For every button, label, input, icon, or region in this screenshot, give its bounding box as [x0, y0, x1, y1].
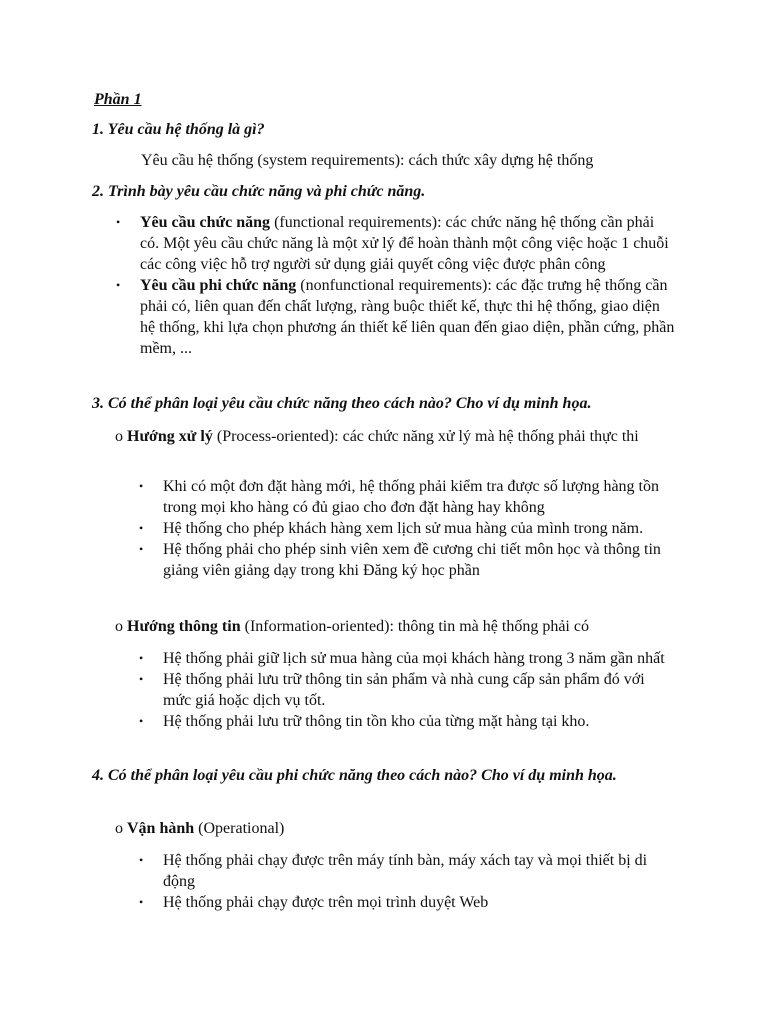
description: (Information-oriented): thông tin mà hệ thống phải có [240, 618, 589, 635]
q2-list [116, 212, 675, 359]
list-item: • Hệ thống cho phép khách hàng xem lịch sử mua hàng của mình trong năm. [139, 520, 644, 537]
bullet-icon: • [116, 278, 121, 292]
term: Hướng thông tin [127, 618, 241, 635]
bullet-icon: • [139, 542, 144, 556]
list-item: • Khi có một đơn đặt hàng mới, hệ thống phải kiểm tra được số lượng hàng tồn trong mọi kho hàng có đủ giao cho đơn đặt hàng hay không [139, 478, 659, 516]
question-2: 2. Trình bày yêu cầu chức năng và phi chức năng. [92, 183, 426, 200]
description: (Process-oriented): các chức năng xử lý mà hệ thống phải thực thi [212, 428, 639, 445]
q3-information-list [139, 648, 675, 732]
list-item [116, 275, 675, 359]
bullet-icon: • [139, 895, 144, 909]
list-item: • Hệ thống phải cho phép sinh viên xem đề cương chi tiết môn học và thông tin giảng viên giảng dạy trong khi Đăng ký học phần [139, 541, 661, 579]
circle-bullet-icon: o [115, 820, 123, 837]
bullet-icon: • [139, 672, 144, 686]
bullet-icon: • [139, 521, 144, 535]
term: Yêu cầu phi chức năng [140, 277, 297, 294]
list-item: • Hệ thống phải lưu trữ thông tin tồn kho của từng mặt hàng tại kho. [139, 713, 590, 730]
bullet-icon: • [139, 479, 144, 493]
q3-group-process [115, 426, 675, 447]
list-item: • Hệ thống phải giữ lịch sử mua hàng của mọi khách hàng trong 3 năm gần nhất [139, 650, 665, 667]
bullet-icon: • [116, 215, 121, 229]
part-title: Phần 1 [94, 91, 142, 108]
term: Vận hành [127, 820, 195, 837]
description: (Operational) [194, 820, 285, 837]
bullet-icon: • [139, 853, 144, 867]
question-4: 4. Có thể phân loại yêu cầu phi chức năng theo cách nào? Cho ví dụ minh họa. [92, 767, 617, 784]
q4-group-operational [115, 818, 675, 839]
description: (nonfunctional requirements): các đặc trưng hệ thống cần phải có, liên quan đến chất lượng, ràng buộc thiết kế, thực thi hệ thống, giao diện hệ thống, khi lựa chọn phương án thiết kế liên quan đến giao diện, phần cứng, phần mềm, ... [140, 277, 675, 357]
q4-operational-list [139, 850, 678, 913]
answer-1: Yêu cầu hệ thống (system requirements): cách thức xây dựng hệ thống [141, 152, 594, 169]
term: Hướng xử lý [127, 428, 213, 445]
q3-process-list [139, 476, 675, 581]
term: Yêu cầu chức năng [140, 214, 271, 231]
bullet-icon: • [139, 714, 144, 728]
question-1: 1. Yêu cầu hệ thống là gì? [92, 121, 265, 138]
list-item: • Hệ thống phải chạy được trên mọi trình duyệt Web [139, 894, 489, 911]
question-3: 3. Có thể phân loại yêu cầu chức năng theo cách nào? Cho ví dụ minh họa. [92, 395, 592, 412]
q3-group-information [115, 616, 675, 637]
list-item: • Hệ thống phải chạy được trên máy tính bàn, máy xách tay và mọi thiết bị di động [139, 852, 648, 890]
bullet-icon: • [139, 651, 144, 665]
list-item: • Hệ thống phải lưu trữ thông tin sản phẩm và nhà cung cấp sản phẩm đó với mức giá hoặc dịch vụ tốt. [139, 671, 645, 709]
description: (functional requirements): các chức năng hệ thống cần phải có. Một yêu cầu chức năng là một xử lý để hoàn thành một công việc hoặc 1 chuỗi các công việc hỗ trợ người sử dụng giải quyết công việc được phân công [140, 214, 669, 273]
circle-bullet-icon: o [115, 428, 123, 445]
list-item [116, 212, 675, 275]
circle-bullet-icon: o [115, 618, 123, 635]
